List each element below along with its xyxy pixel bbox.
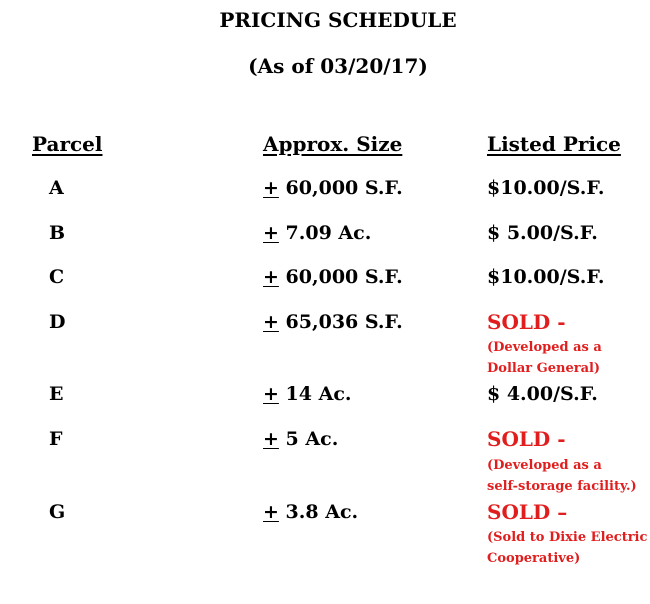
price-g-sold: SOLD –: [487, 500, 568, 524]
size-c: [263, 266, 403, 288]
parcel-b: B: [49, 222, 66, 244]
size-d: [263, 311, 403, 333]
size-g: [263, 501, 358, 523]
price-b: $ 5.00/S.F.: [487, 222, 598, 244]
note-line: Cooperative): [487, 551, 581, 566]
parcel-c: C: [49, 266, 65, 288]
size-value: 14 Ac.: [285, 383, 352, 405]
price-d-sold: SOLD -: [487, 310, 566, 334]
size-value: 7.09 Ac.: [285, 222, 372, 244]
size-f: [263, 428, 338, 450]
note-line: Dollar General): [487, 361, 601, 376]
document-subtitle: (As of 03/20/17): [248, 54, 428, 78]
size-b: [263, 222, 371, 244]
plus-minus-symbol: +: [263, 311, 279, 333]
document-title: PRICING SCHEDULE: [219, 8, 457, 32]
plus-minus-symbol: +: [263, 428, 279, 450]
plus-minus-symbol: +: [263, 177, 279, 199]
size-value: 60,000 S.F.: [285, 266, 403, 288]
note-line: (Developed as a: [487, 458, 602, 473]
parcel-d: D: [49, 311, 66, 333]
price-f-note: [487, 455, 637, 497]
size-a: [263, 177, 403, 199]
size-value: 65,036 S.F.: [285, 311, 403, 333]
parcel-e: E: [49, 383, 64, 405]
plus-minus-symbol: +: [263, 222, 279, 244]
plus-minus-symbol: +: [263, 383, 279, 405]
parcel-a: A: [49, 177, 64, 199]
parcel-f: F: [49, 428, 63, 450]
size-value: 3.8 Ac.: [285, 501, 359, 523]
header-approx-size: Approx. Size: [263, 132, 403, 156]
note-line: (Sold to Dixie Electric: [487, 530, 648, 545]
header-parcel: Parcel: [32, 132, 103, 156]
note-line: self-storage facility.): [487, 479, 637, 494]
note-line: (Developed as a: [487, 340, 602, 355]
parcel-g: G: [49, 501, 66, 523]
price-f-sold: SOLD -: [487, 427, 566, 451]
price-e: $ 4.00/S.F.: [487, 383, 598, 405]
price-c: $10.00/S.F.: [487, 266, 605, 288]
plus-minus-symbol: +: [263, 501, 279, 523]
price-g-note: [487, 527, 647, 569]
price-d-note: [487, 337, 602, 379]
size-value: 60,000 S.F.: [285, 177, 403, 199]
plus-minus-symbol: +: [263, 266, 279, 288]
price-a: $10.00/S.F.: [487, 177, 605, 199]
size-e: [263, 383, 352, 405]
header-listed-price: Listed Price: [487, 132, 621, 156]
size-value: 5 Ac.: [285, 428, 339, 450]
